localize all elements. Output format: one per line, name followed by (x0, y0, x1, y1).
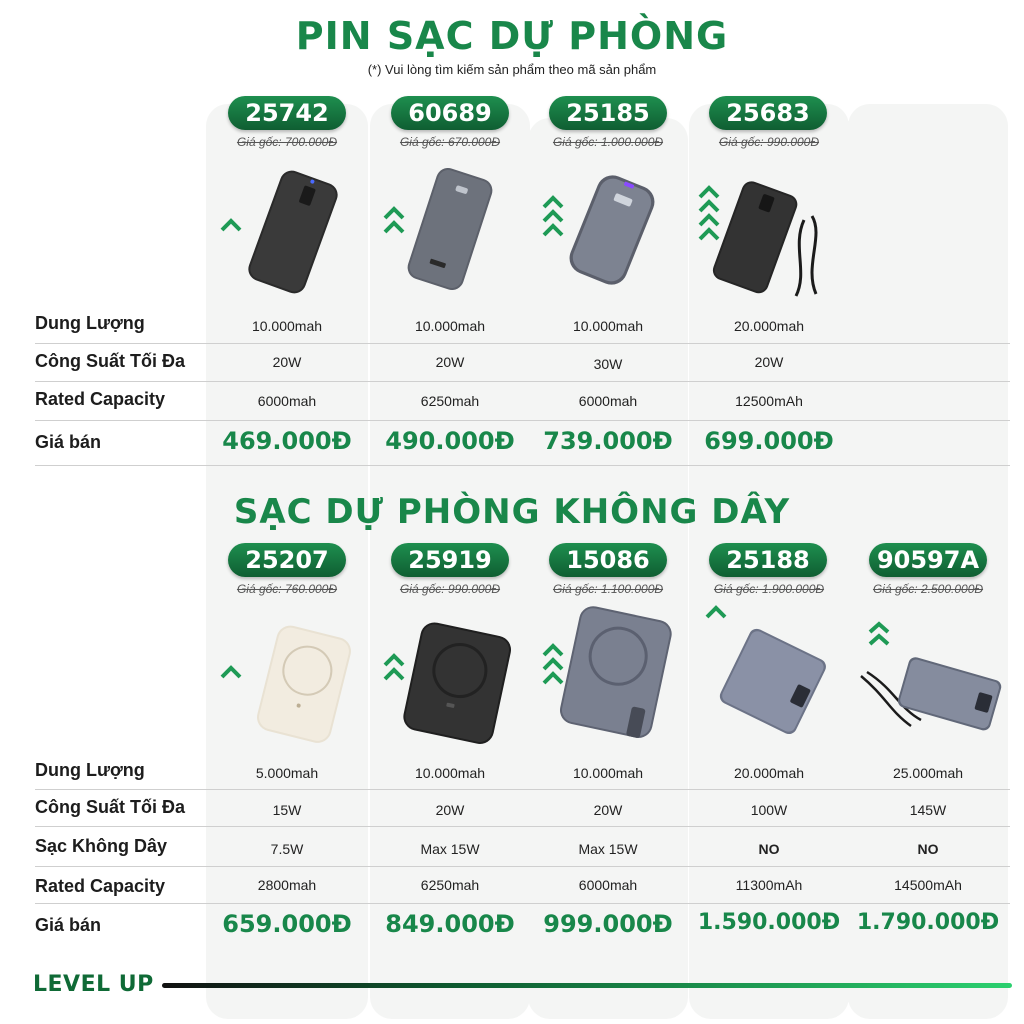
max-power-value: 20W (754, 354, 784, 370)
row-label-price: Giá bán (35, 432, 102, 452)
row-divider (35, 465, 1010, 466)
rated-capacity-value: 11300mAh (735, 877, 803, 893)
power-bank-25742-image (248, 166, 338, 298)
chevron-up-icon (868, 620, 890, 648)
capacity-value: 5.000mah (255, 765, 319, 781)
sale-price: 999.000Đ (543, 910, 673, 938)
max-power-value: 20W (435, 354, 465, 370)
original-price: Giá gốc: 670.000Đ (399, 135, 501, 149)
row-label-rated-capacity: Rated Capacity (35, 389, 166, 409)
row-label-max-power: Công Suất Tối Đa (35, 351, 185, 371)
row-divider (35, 903, 1010, 904)
sale-price: 659.000Đ (222, 910, 352, 938)
row-label-max-power: Công Suất Tối Đa (35, 797, 185, 817)
max-power-value: 15W (272, 802, 302, 818)
wireless-value: NO (758, 841, 780, 857)
row-divider (35, 420, 1010, 421)
row-divider (35, 789, 1010, 790)
capacity-value: 25.000mah (892, 765, 964, 781)
original-price: Giá gốc: 1.900.000Đ (713, 582, 825, 596)
row-label-wireless-charging: Sạc Không Dây (35, 836, 168, 856)
power-bank-25683-image (712, 176, 832, 300)
capacity-value: 20.000mah (733, 765, 805, 781)
chevron-up-icon (220, 217, 242, 233)
wireless-value: Max 15W (420, 841, 480, 857)
power-bank-25185-image (562, 168, 662, 292)
wireless-power-bank-25207-image (248, 622, 358, 746)
power-bank-60689-image (405, 163, 495, 295)
sale-price: 469.000Đ (222, 427, 352, 455)
product-code-25188: 25188 (709, 543, 827, 577)
max-power-value: 145W (909, 802, 947, 818)
wireless-value: NO (917, 841, 939, 857)
section1-subtitle: (*) Vui lòng tìm kiếm sản phẩm theo mã sản phẩm (367, 62, 657, 77)
row-label-capacity: Dung Lượng (35, 760, 145, 780)
rated-capacity-value: 6000mah (578, 877, 638, 893)
product-code-90597A: 90597A (869, 543, 987, 577)
wireless-value: Max 15W (578, 841, 638, 857)
original-price: Giá gốc: 990.000Đ (399, 582, 501, 596)
row-label-rated-capacity: Rated Capacity (35, 876, 166, 896)
product-code-60689: 60689 (391, 96, 509, 130)
original-price: Giá gốc: 700.000Đ (236, 135, 338, 149)
sale-price: 739.000Đ (543, 427, 673, 455)
original-price: Giá gốc: 2.500.000Đ (872, 582, 984, 596)
chevron-up-icon (383, 205, 405, 237)
original-price: Giá gốc: 1.100.000Đ (552, 582, 664, 596)
capacity-value: 10.000mah (251, 318, 323, 334)
wireless-power-bank-15086-image (552, 606, 678, 746)
product-code-15086: 15086 (549, 543, 667, 577)
row-divider (35, 866, 1010, 867)
product-code-25207: 25207 (228, 543, 346, 577)
section1-title: PIN SẠC DỰ PHÒNG (295, 14, 729, 58)
capacity-value: 10.000mah (414, 318, 486, 334)
capacity-value: 10.000mah (572, 765, 644, 781)
max-power-value: 20W (272, 354, 302, 370)
wireless-power-bank-25919-image (393, 622, 519, 746)
row-divider (35, 826, 1010, 827)
original-price: Giá gốc: 990.000Đ (718, 135, 820, 149)
rated-capacity-value: 6250mah (420, 393, 480, 409)
footer-tagline: LEVEL UP (33, 972, 154, 997)
product-code-25742: 25742 (228, 96, 346, 130)
sale-price: 1.790.000Đ (856, 910, 1000, 935)
row-divider (35, 381, 1010, 382)
max-power-value: 20W (435, 802, 465, 818)
original-price: Giá gốc: 760.000Đ (236, 582, 338, 596)
max-power-value: 100W (750, 802, 788, 818)
section2-title: SẠC DỰ PHÒNG KHÔNG DÂY (233, 492, 791, 532)
wireless-power-bank-25188-image (707, 618, 837, 744)
chevron-up-icon (220, 664, 242, 680)
capacity-value: 20.000mah (733, 318, 805, 334)
chevron-up-icon (542, 194, 564, 240)
wireless-power-bank-90597A-image (855, 650, 1005, 746)
product-code-25185: 25185 (549, 96, 667, 130)
product-code-25919: 25919 (391, 543, 509, 577)
sale-price: 849.000Đ (385, 910, 515, 938)
capacity-value: 10.000mah (572, 318, 644, 334)
rated-capacity-value: 14500mAh (894, 877, 962, 893)
capacity-value: 10.000mah (414, 765, 486, 781)
original-price: Giá gốc: 1.000.000Đ (552, 135, 664, 149)
row-divider (35, 343, 1010, 344)
sale-price: 699.000Đ (704, 427, 834, 455)
rated-capacity-value: 6000mah (257, 393, 317, 409)
sale-price: 1.590.000Đ (697, 910, 841, 935)
product-code-25683: 25683 (709, 96, 827, 130)
row-label-capacity: Dung Lượng (35, 313, 145, 333)
footer-gradient-bar (162, 983, 1012, 988)
max-power-value: 20W (593, 802, 623, 818)
max-power-value: 30W (593, 356, 623, 372)
sale-price: 490.000Đ (385, 427, 515, 455)
row-label-price: Giá bán (35, 915, 102, 935)
rated-capacity-value: 12500mAh (735, 393, 803, 409)
wireless-value: 7.5W (270, 841, 304, 857)
rated-capacity-value: 6250mah (420, 877, 480, 893)
rated-capacity-value: 2800mah (257, 877, 317, 893)
rated-capacity-value: 6000mah (578, 393, 638, 409)
